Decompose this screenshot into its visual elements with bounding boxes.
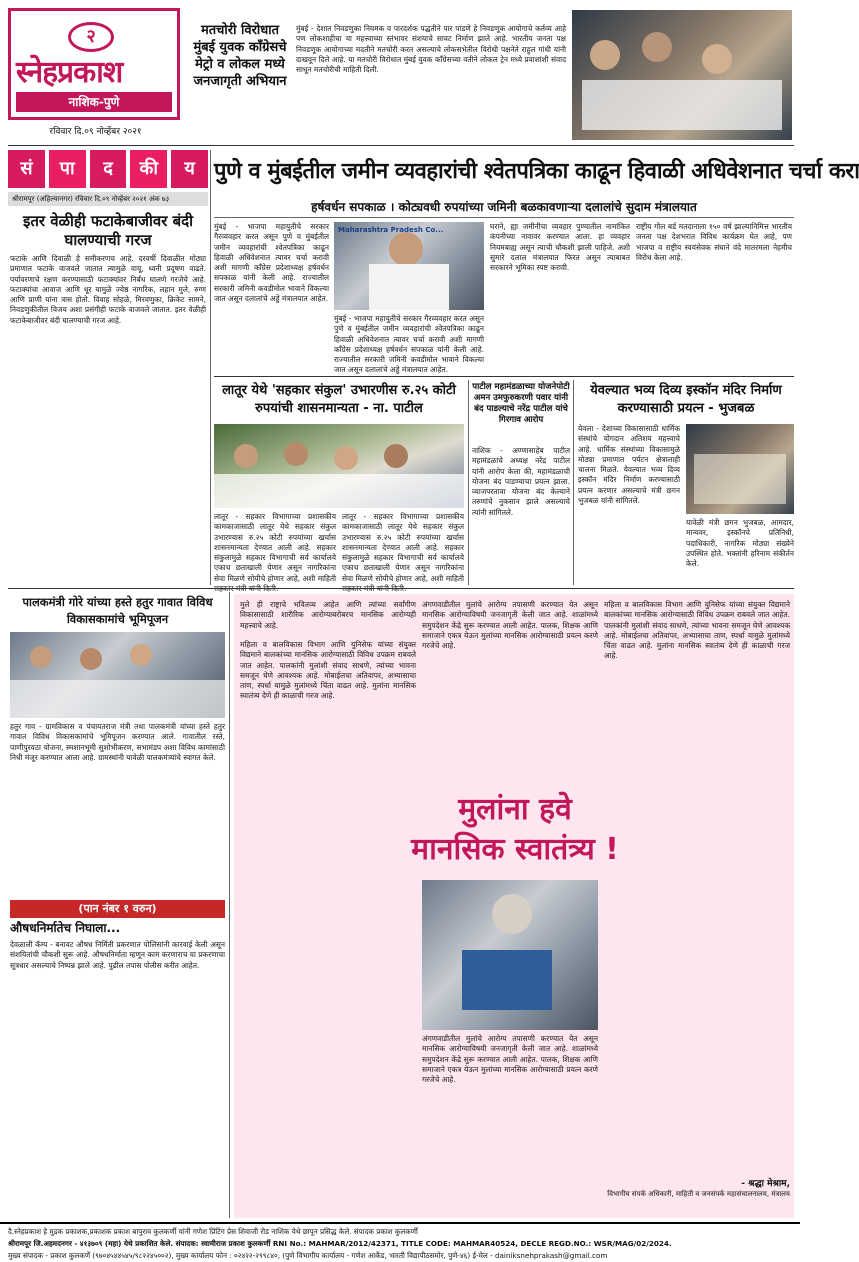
top-story-headline: मतचोरी विरोधात मुंबई युवक काँग्रेसचे मेट्रो व लोकल मध्ये जनजागृती अभियान (193, 23, 287, 89)
newspaper-location: नाशिक-पुणे (16, 92, 172, 112)
editorial-letter: पा (49, 150, 86, 188)
imprint-line-1: दै.स्नेहप्रकाश हे मुद्रक प्रकाशक,प्रकाशक प्रकाश बापुराव कुलकर्णी यांनी गणेश प्रिंटिंग प्रेस शिवाजी रोड नाशिक येथे छापून प्रसिद्ध केले. संपादक प्रकाश कुलकर्णी (8, 1227, 418, 1236)
divider (573, 380, 574, 585)
issue-number: २ (68, 22, 114, 52)
iskcon-photo (686, 424, 794, 514)
lead-subhead: हर्षवर्धन सपकाळ । कोट्यवधी रुपयांच्या जमिनी बळकावणाऱ्या दलालांचे सुदाम मंत्रालयात (214, 196, 794, 218)
article-signature: - श्रद्धा मेश्राम, (741, 1179, 790, 1189)
divider (8, 145, 794, 146)
lead-body-2: मुंबई - भाजपा महायुतीचे सरकार गैरव्यवहार करत असून पुणे व मुंबईतील जमीन व्यवहारांची श्वेतपत्रिका काढून हिवाळी अधिवेशनात त्यावर चर्चा करावी अशी मागणी काँग्रेस प्रदेशाध्यक्ष हर्षवर्धन सपकाळ यांनी केली आहे. राज्यातील सरकारी जमिनी कवडीमोल भावाने विकल्या जात असून दलालांचे अड्डे मंत्रालयात आहेत. (334, 314, 484, 375)
children-body: महिला व बालविकास विभाग आणि युनिसेफ यांच्या संयुक्त विद्यमाने बालकांच्या मानसिक आरोग्यासाठी विविध उपक्रम राबवले जात आहेत. पालकांनी मुलांशी संवाद साधणे, त्यांच्या भावना समजून घेणे आवश्यक आहे. मोबाईलचा अतिवापर, अभ्यासाचा ताण, स्पर्धा यामुळे मुलांमध्ये चिंता वाढत आहे. मुलांना मानसिक स्वातंत्र्य देणे ही काळाची गरज आहे. (240, 640, 416, 701)
lead-headline: पुणे व मुंबईतील जमीन व्यवहारांची श्वेतपत्रिका काढून हिवाळी अधिवेशनात चर्चा करा (214, 150, 794, 194)
children-body-4: अंगणवाडीतील मुलांचे आरोग्य तपासणी करण्यात येत असून मानसिक आरोग्याविषयी जनजागृती केली जात आहे. शाळांमध्ये समुपदेशन केंद्रे सुरू करण्यात आली आहेत. पालक, शिक्षक आणि समाजाने एकत्र येऊन मुलांच्या मानसिक आरोग्यासाठी प्रयत्न करणे गरजेचे आहे. (422, 1034, 598, 1085)
editorial-letter: सं (8, 150, 45, 188)
imprint-line-2: श्रीरामपूर जि.अहमदनगर - ४१३७०९ (महा) येथे प्रकाशित केले. संपादक: स्वामीराज प्रकाश कुलकर्णी RNI No.: MAHMAR/2012/42371, TITLE CODE: MAHMAR40524, DECLE REGD.NO.: WSR/MAG/02/2024. (8, 1239, 672, 1248)
gore-headline: पालकमंत्री गोरे यांच्या हस्ते हतुर गावात विविध विकासकामांचे भूमिपूजन (22, 595, 213, 626)
iskcon-body: येवला - देशाच्या विकासासाठी धार्मिक संस्थांचे योगदान अतिशय महत्त्वाचे आहे. धार्मिक संस्थांच्या विकासामुळे मोठ्या प्रमाणात पर्यटन क्षेत्रालाही चालना मिळते. येवल्यात भव्य दिव्य इस्कॉन मंदिर निर्माण करण्यासाठी प्रयत्न करणार असल्याचे मंत्री छगन भुजबळ यांनी सांगितले. (578, 424, 680, 506)
iskcon-body-2: यावेळी मंत्री छगन भुजबळ, आमदार, मान्यवर, इस्कॉनचे प्रतिनिधी, पदाधिकारी, नागरिक मोठ्या संख्येने उपस्थित होते. भक्तांनी हरिनाम संकीर्तन केले. (686, 518, 794, 569)
divider (229, 592, 230, 1218)
divider (214, 376, 794, 377)
children-body-3: महिला व बालविकास विभाग आणि युनिसेफ यांच्या संयुक्त विद्यमाने बालकांच्या मानसिक आरोग्यासाठी विविध उपक्रम राबवले जात आहेत. पालकांनी मुलांशी संवाद साधणे, त्यांच्या भावना समजून घेणे आवश्यक आहे. मोबाईलचा अतिवापर, अभ्यासाचा ताण, स्पर्धा यामुळे मुलांमध्ये चिंता वाढत आहे. मुलांना मानसिक स्वातंत्र्य देणे ही काळाची गरज आहे. (604, 600, 790, 661)
top-story-photo (572, 10, 792, 140)
lead-body-4: राष्ट्रीय गोल बर्ड मतदानाला १५० वर्ष झाल्यानिमित्त भारतीय जनता पक्ष देशभरात विविध कार्यक्रम घेत आहे, पण भाजपा व राष्ट्रीय स्वयंसेवक संघाने वंदे मातरमला नेहमीच विरोध केला आहे. (636, 222, 792, 262)
children-intro: मुले ही राष्ट्राचे भवितव्य आहेत आणि त्यांच्या सर्वांगीण विकासासाठी शारीरिक आरोग्याबरोबरच मानसिक आरोग्यही महत्त्वाचे आहे. (240, 600, 416, 630)
lead-body: मुंबई - भाजपा महायुतीचे सरकार गैरव्यवहार करत असून पुणे व मुंबईतील जमीन व्यवहारांची श्वेतपत्रिका काढून हिवाळी अधिवेशनात त्यावर चर्चा करावी अशी मागणी काँग्रेस प्रदेशाध्यक्ष हर्षवर्धन सपकाळ यांनी केली आहे. राज्यातील सरकारी जमिनी कवडीमोल भावाने विकल्या जात असून दलालांचे अड्डे मंत्रालयात आहेत. (214, 222, 329, 304)
divider (8, 588, 794, 589)
editorial-letter: की (130, 150, 167, 188)
lead-body-3: घराने, ह्या जमीनीचा व्यवहार पुण्यातील नामांकित कंपनीच्या नावावर करण्यात आला. हा व्यवहार नियमबाह्य असून त्याची चौकशी झाली पाहिजे. अशी सुमारे दलाल मंत्रालयात फिरत असून त्याबाबत सरकारने भूमिका स्पष्ट करावी. (490, 222, 630, 273)
latur-headline: लातूर येथे 'सहकार संकुल' उभारणीस रु.२५ कोटी रुपयांची शासनमान्यता - ना. पाटील (222, 383, 456, 416)
imprint-line-3: मुख्य संपादक - प्रकाश कुलकर्णे (९७०४५४४५४५/९८२२४५००२), मुख्य कार्यालय फोन : ०२४२२-२९९८४०, (पुणे विभागीय कार्यालय - गणेश आर्केड, भारती विद्यापीठसमोर, पुणे-४६) ई-मेल - dainiksnehprakash@gmail.com (8, 1251, 608, 1260)
continued-tag: (पान नंबर १ वरुन) (10, 900, 225, 918)
top-story-body: मुंबई - देशात निवडणुका नियमक व पारदर्शक पद्धतीने पार पाडणे हे निवडणूक आयोगाचे कर्तव्य आहे पण लोकशाहीचा या महत्त्वाच्या स्तंभावर संशयाचे सावट निर्माण झाले आहे. भारतीय जनता पक्ष निवडणूक आयोगाच्या मदतीने मतचोरी करत असल्याचे लोकसभेतील विरोधी पक्षनेते राहुल गांधी यांनी दाखवून दिले आहे. या मतचोरी विरोधात मुंबई युवक काँग्रेसच्या वतीने लोकल ट्रेन मध्ये प्रवाशांशी संवाद साधून मतचोरीची माहिती दिली. (296, 24, 566, 75)
editorial-letter: य (171, 150, 208, 188)
gore-photo (10, 632, 225, 718)
latur-photo (214, 424, 464, 508)
imprint-footer (0, 1222, 800, 1260)
iskcon-headline: येवल्यात भव्य दिव्य इस्कॉन मंदिर निर्माण करण्यासाठी प्रयत्न - भुजबळ (590, 383, 782, 416)
lead-photo (334, 222, 484, 310)
divider (210, 150, 211, 585)
gore-body: हतुर गाव - ग्रामविकास व पंचायतराज मंत्री तथा पालकमंत्री यांच्या हस्ते हतुर गावात विविध विकासकामांचे भूमिपूजन करण्यात आले. गावातील रस्ते, पाणीपुरवठा योजना, स्मशानभूमी सुशोभीकरण, सभामंडप अशा विविध कामांसाठी निधी मंजूर करण्यात आला आहे. ग्रामस्थांनी यावेळी पालकमंत्र्यांचे स्वागत केले. (10, 722, 225, 762)
patil-body: नाशिक - अण्णासाहेब पाटील महामंडळाचे अध्यक्ष नरेंद्र पाटील यांनी आरोप केला की, महामंडळाची योजना बंद पाडण्याचा प्रयत्न झाला. व्याजपरतावा योजना बंद केल्याने तरुणांचे नुकसान झाले असल्याचे त्यांनी सांगितले. (472, 446, 570, 517)
article-signature-title: विभागीय संपर्क अधिकारी, माहिती व जनसंपर्क महासंचालनालय, मंत्रालय (607, 1190, 790, 1198)
editorial-meta: श्रीरामपूर (अहिल्यानगर) रविवार दि.०९ नोव्हेंबर २०२१ अंक ७३ (8, 192, 208, 206)
children-body-2: अंगणवाडीतील मुलांचे आरोग्य तपासणी करण्यात येत असून मानसिक आरोग्याविषयी जनजागृती केली जात आहे. शाळांमध्ये समुपदेशन केंद्रे सुरू करण्यात आली आहेत. पालक, शिक्षक आणि समाजाने एकत्र येऊन मुलांच्या मानसिक आरोग्यासाठी प्रयत्न करणे गरजेचे आहे. (422, 600, 598, 651)
editorial-body: फटाके आणि दिवाळी हे समीकरणच आहे. दरवर्षी दिवाळीत मोठ्या प्रमाणात फटाके वाजवले जातात त्यामुळे वायू, ध्वनी प्रदूषण वाढते. पर्यावरणाचे रक्षण करण्यासाठी फटाक्यांवर निर्बंध घालणे गरजेचे आहे. फटाक्यांचा आवाज आणि धूर यामुळे ज्येष्ठ नागरिक, लहान मुले, रुग्ण आणि प्राणी यांना त्रास होतो. विवाह सोहळे, मिरवणुका, क्रिकेट सामने, निवडणुकीतील विजय अशा प्रसंगीही फटाके वाजवले जातात. इतर वेळीही फटाकेबाजीवर बंदी घालण्याची गरज आहे. (10, 254, 206, 325)
editorial-headline: इतर वेळीही फटाकेबाजीवर बंदी घालण्याची गरज (22, 212, 194, 249)
divider (468, 380, 469, 585)
editorial-letter: द (90, 150, 127, 188)
newspaper-title: स्नेहप्रकाश (16, 55, 123, 90)
latur-body: लातूर - सहकार विभागाच्या प्रशासकीय कामकाजासाठी लातूर येथे सहकार संकुल उभारण्यास रु.२५ कोटी रुपयांच्या खर्चास शासनमान्यता देण्यात आली आहे. सहकार संकुलामुळे सहकार विभागाची सर्व कार्यालये एकाच छताखाली येणार असून नागरिकांना सेवा मिळणे सोयीचे होणार आहे, अशी माहिती (214, 512, 336, 583)
editorial-banner (8, 150, 208, 188)
patil-headline: पाटील महामंडळाच्या योजनेपोटी अमन उमफुरुकरणी पवार यांनी बंद पाडल्याचे नरेंद्र पाटील यांचे गिरगाव आरोप (472, 382, 570, 425)
continued-body: देवळाली कॅम्प - बनावट औषध निर्मिती प्रकरणात पोलिसांनी कारवाई केली असून संशयितांची चौकशी सुरू आहे. औषधनिर्माता म्हणून काम करणाराच या प्रकरणाचा सूत्रधार असल्याचे निष्पन्न झाले आहे. पुढील तपास पोलीस करीत आहेत. (10, 940, 225, 970)
latur-body-2: लातूर - सहकार विभागाच्या प्रशासकीय कामकाजासाठी लातूर येथे सहकार संकुल उभारण्यास रु.२५ कोटी रुपयांच्या खर्चास शासनमान्यता देण्यात आली आहे. सहकार संकुलामुळे सहकार विभागाची सर्व कार्यालये एकाच छताखाली येणार असून नागरिकांना सेवा मिळणे सोयीचे होणार आहे, अशी माहिती (342, 512, 464, 583)
continued-headline: औषधनिर्मातेच निघाला... (10, 921, 121, 935)
lead-photo-caption: Maharashtra Pradesh Co... (338, 226, 444, 234)
children-photo (422, 880, 598, 1030)
issue-date: रविवार दि.०९ नोव्हेंबर २०२१ (49, 127, 142, 137)
children-headline: मुलांना हवे मानसिक स्वातंत्र्य ! (411, 792, 619, 867)
